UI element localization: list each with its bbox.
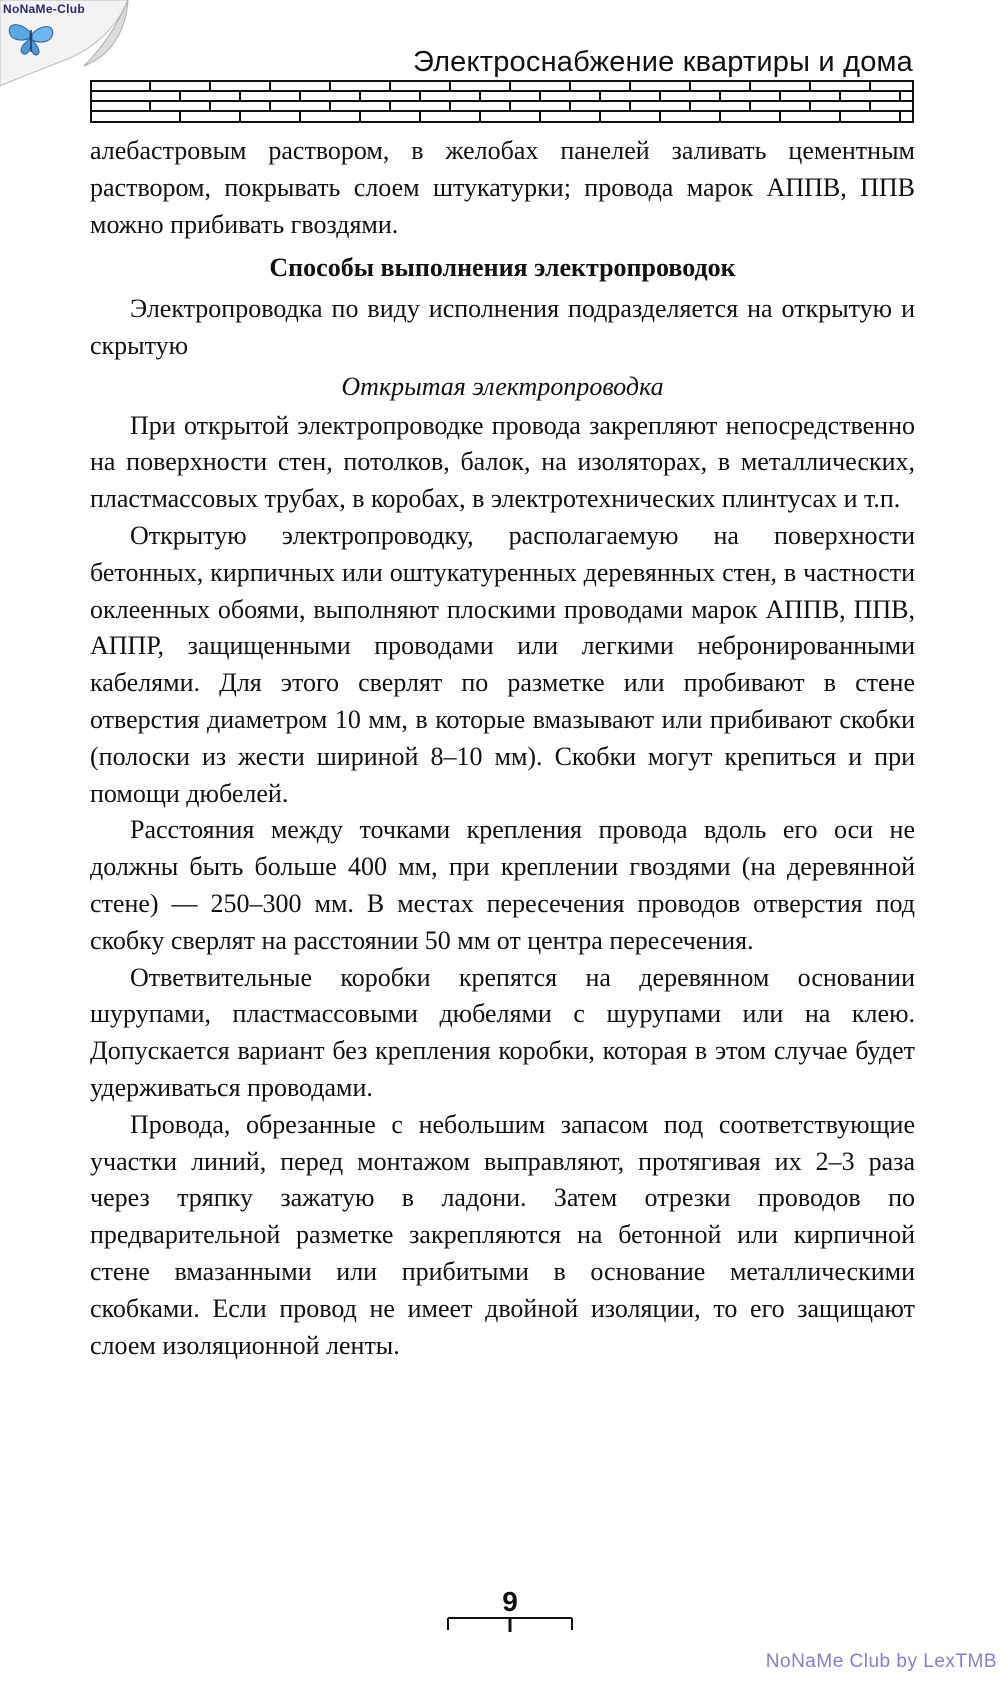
corner-logo <box>0 0 150 90</box>
paragraph-1: алебастровым раствором, в желобах панелей заливать цементным раствором, покрывать слоем штукатурки; провода марок АППВ, ППВ можно прибивать гвоздями. <box>90 136 915 239</box>
section-heading: Способы выполнения электропроводок <box>269 253 736 283</box>
paragraph-7: Провода, обрезанные с небольшим запасом под соответствующие участки линий, перед монтажом выправляют, протягивая их 2–3 раза через тряпку зажатую в ладони. Затем отрезки проводов по предварительной разметке закрепляются на бетонной или кирпичной стене вмазанными или прибитыми в основание металлическими скобками. Если провод не имеет двойной изоляции, то его защищают слоем изоляционной ленты. <box>90 1109 915 1360</box>
subsection-heading: Открытая электропроводка <box>341 371 664 401</box>
paragraph-6: Ответвительные коробки крепятся на деревянном основании шурупами, пластмассовыми дюбелями с шурупами или на клею. Допускается вариант без крепления коробки, которая в этом случае будет удерживаться проводами. <box>90 962 915 1102</box>
paragraph-5: Расстояния между точками крепления провода вдоль его оси не должны быть больше 400 мм, при креплении гвоздями (на деревянной стене) — 250–300 мм. В местах пересечения проводов отверстия под скобку сверлят на расстоянии 50 мм от центра пересечения. <box>90 815 915 955</box>
watermark-text: NoNaMe Club by LexTMB <box>765 1651 997 1672</box>
page-body <box>90 133 915 1364</box>
brick-band-decoration <box>90 80 914 123</box>
page-number: 9 <box>502 1586 518 1617</box>
logo-text: NoNaMe-Club <box>3 2 85 16</box>
page-number-ornament <box>440 1586 580 1632</box>
paragraph-3: При открытой электропроводке провода закрепляют непосредственно на поверхности стен, потолков, балок, на изоляторах, в металлических, пластмассовых трубах, в коробах, в электротехнических плинтусах и т.п. <box>90 410 915 514</box>
paragraph-2: Электропроводка по виду исполнения подразделяется на открытую и скрытую <box>90 294 915 360</box>
page-number-block <box>440 1586 580 1632</box>
paragraph-4: Открытую электропроводку, располагаемую на поверхности бетонных, кирпичных или оштукатуренных деревянных стен, в частности оклеенных обоями, выполняют плоскими проводами марок АППВ, ППВ, АППР, защищенными проводами или легкими небронированными кабелями. Для этого сверлят по разметке или пробивают в стене отверстия диаметром 10 мм, в которые вмазывают или прибивают скобки (полоски из жести шириной 8–10 мм). Скобки могут крепиться и при помощи дюбелей. <box>90 520 915 808</box>
running-header-title: Электроснабжение квартиры и дома <box>412 46 913 78</box>
